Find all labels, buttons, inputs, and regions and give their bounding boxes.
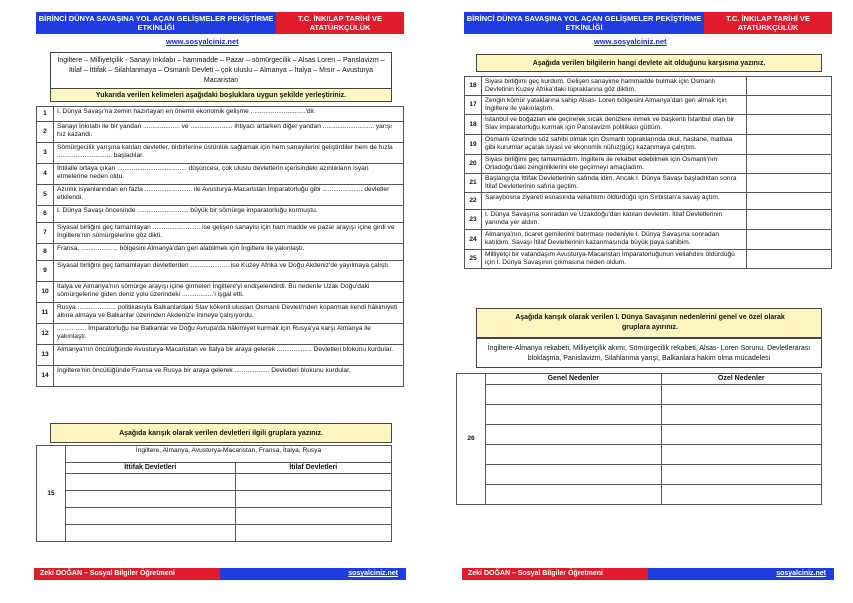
question-text: İstanbul ve boğazları ele geçirerek sıcak denizlere inmek ve başkenti İstanbul olan bir Slav imparatorluğu kurmak için Panslavizm politikası güttüm. — [482, 115, 747, 135]
website-link[interactable]: www.sosyalciniz.net — [166, 37, 239, 46]
question-number: 21 — [465, 174, 482, 193]
answer-cell[interactable] — [747, 96, 832, 115]
page-header — [464, 12, 832, 34]
question-number: 14 — [37, 366, 54, 387]
question-number: 25 — [465, 250, 482, 269]
answer-cell[interactable] — [747, 230, 832, 250]
question-row — [37, 143, 404, 164]
question-number: 15 — [37, 446, 66, 542]
page-footer — [34, 568, 406, 580]
worksheet-title: BİRİNCİ DÜNYA SAVAŞINA YOL AÇAN GELİŞMELER PEKİŞTİRME ETKİNLİĞİ — [464, 12, 704, 34]
question-row — [465, 115, 832, 135]
cause-list-box — [476, 338, 822, 368]
answer-cell[interactable] — [486, 385, 662, 405]
col-ittifak: İttifak Devletleri — [66, 463, 236, 474]
question-text: ................ İmparatorluğu ise Balkanlar ve Doğu Avrupa'da hâkimiyet kurmak için Rusya'ya karşı Almanya ile yakınlaştı. — [54, 324, 404, 345]
question-row — [465, 193, 832, 210]
question-text: Zengin kömür yataklarına sahip Alsas- Loren bölgesini Almanya'dan geri almak için İngiltere ile yakınlaştım. — [482, 96, 747, 115]
left-page — [26, 0, 416, 603]
answer-cell[interactable] — [661, 385, 821, 405]
answer-cell[interactable] — [66, 525, 236, 542]
question-number: 24 — [465, 230, 482, 250]
col-itilaf: İtilaf Devletleri — [235, 463, 391, 474]
question-row — [465, 77, 832, 96]
question-number: 22 — [465, 193, 482, 210]
question-row — [465, 96, 832, 115]
question-number: 1 — [37, 107, 54, 122]
answer-cell[interactable] — [747, 135, 832, 155]
question-text: Milliyetçi bir vatandaşım Avusturya-Macaristan İmparatorluğunun veliahdını öldürdüğü için I. Dünya Savaşının çıkmasına neden oldum. — [482, 250, 747, 269]
answer-cell[interactable] — [235, 508, 391, 525]
question-text: Siyasal birliğini geç tamamlayan devletlerden ..................... ise Kuzey Afrika ve Doğu Akdeniz'de yayılmaya çalıştı. — [54, 261, 404, 282]
question-number: 11 — [37, 303, 54, 324]
answer-cell[interactable] — [486, 485, 662, 505]
state-table — [464, 76, 832, 269]
answer-cell[interactable] — [66, 508, 236, 525]
answer-cell[interactable] — [747, 174, 832, 193]
answer-cell[interactable] — [661, 405, 821, 425]
question-number: 4 — [37, 164, 54, 185]
question-text: Rusya ..................... politikasıyla Balkanlardaki Slav kökenli ulusları Osmanlı Devleti'nden koparmak kendi hâkimiyeti altına almaya ve Balkanlar üzerinden Akdeniz'e inmeye çalışıyordu. — [54, 303, 404, 324]
question-number: 7 — [37, 223, 54, 244]
answer-cell[interactable] — [747, 77, 832, 96]
question-text: Siyasi birliğimi geç tamamladım. İngiltere ile rekabet edebilmek için Osmanlı'nın Ortadoğu'daki zenginliklerini ele geçirmeyi amaçladım. — [482, 155, 747, 174]
answer-cell[interactable] — [747, 250, 832, 269]
question-row — [465, 155, 832, 174]
question-row — [37, 303, 404, 324]
question-row — [37, 324, 404, 345]
question-number: 2 — [37, 122, 54, 143]
author: Zeki DOĞAN – Sosyal Bilgiler Öğretmeni — [34, 568, 220, 580]
question-text: I. Dünya Savaşına sonradan ve Uzakdoğu'dan katılan devletim. İtilaf Devletlerinin yanında yer aldım. — [482, 210, 747, 230]
worksheet-title: BİRİNCİ DÜNYA SAVAŞINA YOL AÇAN GELİŞMELER PEKİŞTİRME ETKİNLİĞİ — [36, 12, 276, 34]
question-row — [37, 107, 404, 122]
question-number: 12 — [37, 324, 54, 345]
cause-list: İngiltere-Almanya rekabeti, Milliyetçilik akımı, Sömürgecilik rekabeti, Alsas- Loren Sorunu, Devletlerarası bloklaşma, Panislavizm, Silahlanma yarışı, Balkanlara hakim olma mücadelesi — [487, 345, 811, 362]
question-row — [37, 206, 404, 223]
col-genel: Genel Nedenler — [486, 374, 662, 385]
footer-site-link[interactable]: sosyalciniz.net — [648, 568, 834, 580]
question-row — [465, 230, 832, 250]
question-row — [37, 223, 404, 244]
question-number: 18 — [465, 115, 482, 135]
answer-cell[interactable] — [747, 210, 832, 230]
question-number: 23 — [465, 210, 482, 230]
question-number: 10 — [37, 282, 54, 303]
question-text: Fransa, .................... bölgesini Almanya'dan geri alabilmek için İngiltere ile yakınlaştı. — [54, 244, 404, 261]
answer-cell[interactable] — [747, 115, 832, 135]
answer-cell[interactable] — [486, 445, 662, 465]
question-row — [465, 174, 832, 193]
question-number: 6 — [37, 206, 54, 223]
answer-cell[interactable] — [747, 193, 832, 210]
answer-cell[interactable] — [486, 405, 662, 425]
question-row — [37, 366, 404, 387]
question-number: 26 — [457, 374, 486, 505]
answer-cell[interactable] — [486, 425, 662, 445]
question-row — [37, 244, 404, 261]
question-text: Osmanlı üzerinde söz sahibi olmak için Osmanlı topraklarında okul, hastane, matbaa gibi kurumlar açarak siyasi ve ekonomik nüfuz(güç) kazanmaya çalıştım. — [482, 135, 747, 155]
state-instruction-box — [476, 54, 822, 72]
subject-title: T.C. İNKILAP TARİHİ VE ATATÜRKÇÜLÜK — [276, 12, 404, 34]
question-number: 19 — [465, 135, 482, 155]
subject-title: T.C. İNKILAP TARİHİ VE ATATÜRKÇÜLÜK — [704, 12, 832, 34]
question-text: Başlangıçta İttifak Devletlerinin safında idim. Ancak I. Dünya Savaşı başladıktan sonra İtilaf Devletlerinin safına geçtim. — [482, 174, 747, 193]
answer-cell[interactable] — [661, 485, 821, 505]
question-row — [37, 122, 404, 143]
page-footer — [462, 568, 834, 580]
question-text: Saraybosna ziyareti esnasında veliahtımı öldürdüğü için Sırbistan'a savaş açtım. — [482, 193, 747, 210]
page-header — [36, 12, 404, 34]
question-row — [37, 185, 404, 206]
answer-cell[interactable] — [235, 474, 391, 491]
question-row — [37, 282, 404, 303]
question-text: İtalya ve Almanya'nın sömürge arayışı içine girmeleri İngiltere'yi endişelendirdi. Bu nedenle Uzak Doğu'daki sömürgelerine giden deniz yolu üzerindeki .................'i işgal etti. — [54, 282, 404, 303]
fill-blank-table — [36, 106, 404, 387]
answer-cell[interactable] — [661, 445, 821, 465]
question-text: Siyasi birliğimi geç kurdum. Gelişen sanayime hammadde bulmak için Osmanlı Devletinin Kuzey Afrika'daki topraklarına göz diktim. — [482, 77, 747, 96]
group-instruction-box — [50, 423, 392, 443]
col-ozel: Özel Nedenler — [661, 374, 821, 385]
question-number: 20 — [465, 155, 482, 174]
question-row — [37, 261, 404, 282]
question-row — [37, 345, 404, 366]
group-states: İngiltere, Almanya, Avusturya-Macaristan, Fransa, İtalya, Rusya — [66, 446, 392, 463]
question-text: Almanya'nın öncülüğünde Avusturya-Macaristan ve İtalya bir araya gelerek ................... Devletleri blokunu kurdular. — [54, 345, 404, 366]
state-instruction: Aşağıda verilen bilgilerin hangi devlete ait olduğunu karşısına yazınız. — [532, 60, 766, 67]
question-text: Azınlık isyanlarından en fazla .......................... ile Avusturya-Macaristan İmparatorluğu gibi ...................... devletler etkilendi. — [54, 185, 404, 206]
question-text: İngiltere'nin öncülüğünde Fransa ve Rusya bir araya gelerek ................... Devletleri blokunu kurdular. — [54, 366, 404, 387]
question-number: 5 — [37, 185, 54, 206]
question-text: I. Dünya Savaşı'na zemin hazırlayan en önemli ekonomik gelişme ..............................'dir. — [54, 107, 404, 122]
question-text: Sanayi İnkılabı ile bir yandan .................... ve ....................... ihtiyacı artarken diğer yandan ............................ yarışı hız kazandı. — [54, 122, 404, 143]
question-number: 13 — [37, 345, 54, 366]
author: Zeki DOĞAN – Sosyal Bilgiler Öğretmeni — [462, 568, 648, 580]
question-number: 17 — [465, 96, 482, 115]
answer-cell[interactable] — [66, 491, 236, 508]
question-number: 3 — [37, 143, 54, 164]
answer-cell[interactable] — [747, 155, 832, 174]
group-table — [36, 445, 392, 542]
question-row — [37, 164, 404, 185]
instruction-box — [50, 88, 392, 102]
word-cloud: İngiltere – Milliyetçilik - Sanayi İnkılabı – hammadde – Pazar – sömürgecilik – Alsas Loren – Panslavizm – İtilaf – İttifak – Silahlanmaya – Osmanlı Devleti – çok uluslu – Almanya – İtalya – Mısır – Avusturya Macaristan — [57, 57, 385, 84]
answer-cell[interactable] — [661, 425, 821, 445]
question-text: İhtilalle ortaya çıkan ...................................... düşüncesi, çok uluslu devletlerin içerisindeki azınlıkların isyan etmelerine neden oldu. — [54, 164, 404, 185]
cause-instruction-box — [476, 308, 822, 338]
answer-cell[interactable] — [235, 525, 391, 542]
footer-site-link[interactable]: sosyalciniz.net — [220, 568, 406, 580]
answer-cell[interactable] — [661, 465, 821, 485]
fill-blank-instruction: Yukarıda verilen kelimeleri aşağıdaki boşluklara uygun şekilde yerleştiriniz. — [95, 92, 347, 99]
cause-instruction: Aşağıda karışık olarak verilen I. Dünya Savaşının nedenlerini genel ve özel olarak gruplara ayırınız. — [515, 314, 785, 331]
question-row — [465, 210, 832, 230]
question-number: 16 — [465, 77, 482, 96]
group-instruction: Aşağıda karışık olarak verilen devletleri ilgili gruplara yazınız. — [119, 430, 323, 437]
question-text: I. Dünya Savaşı öncesinde ............................ büyük bir sömürge imparatorluğu kurmuştu. — [54, 206, 404, 223]
cause-table — [456, 373, 822, 505]
answer-cell[interactable] — [486, 465, 662, 485]
question-row — [465, 250, 832, 269]
question-number: 9 — [37, 261, 54, 282]
question-text: Sömürgecilik yarışına katılan devletler, birbirlerine üstünlük sağlamak için hem sanayilerini geliştirdiler hem de hızla .............................. başladılar. — [54, 143, 404, 164]
answer-cell[interactable] — [66, 474, 236, 491]
question-text: Almanya'nın, ticaret gemilerimi batırması nedeniyle I. Dünya Savaşına sonradan katıldım. Savaşı İtilaf Devletlerinin kazanmasında büyük paya sahibim. — [482, 230, 747, 250]
question-row — [465, 135, 832, 155]
website-link[interactable]: www.sosyalciniz.net — [594, 37, 667, 46]
answer-cell[interactable] — [235, 491, 391, 508]
question-text: Siyasal birliğini geç tamamlayan .......................... ise gelişen sanayisi için ham madde ve pazar arayışı içine girdi ve İngiltere'nin sömürgelerine göz dikti. — [54, 223, 404, 244]
right-page — [454, 0, 844, 603]
question-number: 8 — [37, 244, 54, 261]
